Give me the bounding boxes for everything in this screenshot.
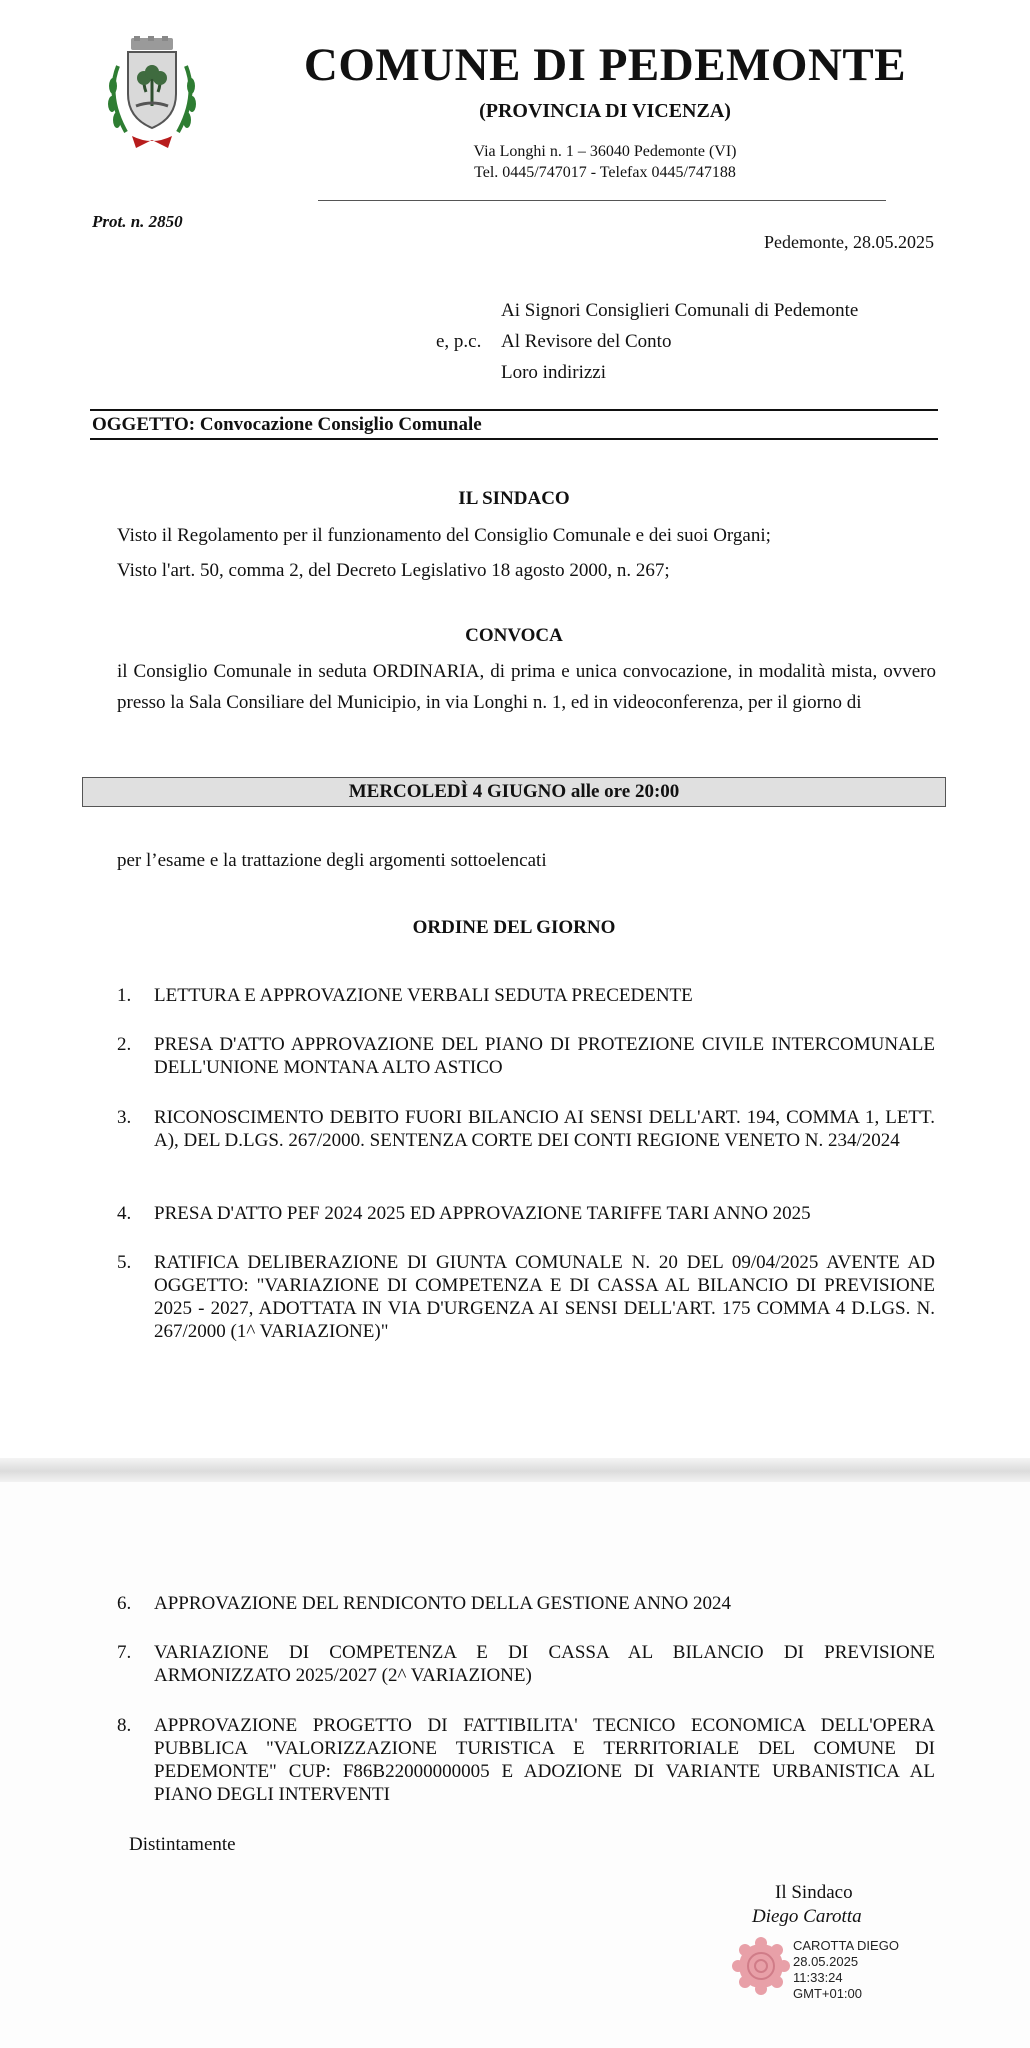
header-divider [318,200,886,201]
recipient-line: Al Revisore del Conto [501,331,672,352]
closing-salutation: Distintamente [129,1834,236,1855]
agenda-item [117,1202,935,1225]
meeting-date-box: MERCOLEDÌ 4 GIUGNO alle ore 20:00 [82,777,946,807]
signature-date: 28.05.2025 [793,1954,859,1969]
agenda-item-number: 2. [117,1034,132,1055]
agenda-item-text: APPROVAZIONE DEL RENDICONTO DELLA GESTIONE ANNO 2024 [154,1593,732,1614]
recipient-line: Loro indirizzi [501,362,606,383]
agenda-item [117,984,935,1007]
agenda-item [117,1592,935,1615]
page-break [0,1458,1030,1482]
coat-of-arms-icon [96,36,206,156]
agenda-item-text: LETTURA E APPROVAZIONE VERBALI SEDUTA PRECEDENTE [154,985,693,1006]
convoca-heading: CONVOCA [465,625,563,646]
agenda-item-number: 1. [117,985,132,1006]
agenda-item-text: RICONOSCIMENTO DEBITO FUORI BILANCIO AI SENSI DELL'ART. 194, COMMA 1, LETT. A), DEL D.LGS. 267/2000. SENTENZA CORTE DEI CONTI REGIONE VENETO N. 234/2024 [154,1107,935,1151]
signature-title: Il Sindaco [775,1882,853,1903]
signature-timezone: GMT+01:00 [793,1986,863,2001]
subject-rule-top [90,409,938,411]
signer-name: CAROTTA DIEGO [793,1938,899,1953]
municipality-title: COMUNE DI PEDEMONTE [303,39,907,91]
digital-seal-icon [731,1937,791,1995]
visto-line: Visto l'art. 50, comma 2, del Decreto Legislativo 18 agosto 2000, n. 267; [117,560,670,581]
agenda-item-text: PRESA D'ATTO APPROVAZIONE DEL PIANO DI PROTEZIONE CIVILE INTERCOMUNALE DELL'UNIONE MONTANA ALTO ASTICO [154,1034,935,1078]
agenda-item-number: 8. [117,1715,132,1736]
province-label: (PROVINCIA DI VICENZA) [479,100,731,122]
place-date: Pedemonte, 28.05.2025 [764,232,934,252]
sindaco-heading: IL SINDACO [458,488,570,509]
subject-rule-bottom [90,438,938,440]
subject-line: OGGETTO: Convocazione Consiglio Comunale [92,414,482,435]
agenda-item-number: 7. [117,1642,132,1663]
visto-line: Visto il Regolamento per il funzionamento del Consiglio Comunale e dei suoi Organi; [117,525,771,546]
agenda-item-number: 5. [117,1252,132,1273]
agenda-item-text: PRESA D'ATTO PEF 2024 2025 ED APPROVAZIONE TARIFFE TARI ANNO 2025 [154,1203,811,1224]
pc-label: e, p.c. [436,331,482,352]
agenda-item-text: APPROVAZIONE PROGETTO DI FATTIBILITA' TECNICO ECONOMICA DELL'OPERA PUBBLICA "VALORIZZAZIONE TURISTICA E TERRITORIALE DEL COMUNE DI PEDEMONTE" CUP: F86B22000000005 E ADOZIONE DI VARIANTE URBANISTICA AL PIANO DEGLI INTERVENTI [154,1715,935,1805]
phone-line: Tel. 0445/747017 - Telefax 0445/747188 [474,164,736,181]
signature-name: Diego Carotta [752,1906,862,1927]
agenda-item [117,1714,935,1806]
digital-signature-info [793,1938,899,2002]
agenda-item [117,1106,935,1152]
per-esame-line: per l’esame e la trattazione degli argomenti sottoelencati [117,850,547,871]
agenda-item-text: RATIFICA DELIBERAZIONE DI GIUNTA COMUNALE N. 20 DEL 09/04/2025 AVENTE AD OGGETTO: "VARIAZIONE DI COMPETENZA E DI CASSA AL BILANCIO DI PREVISIONE 2025 - 2027, ADOTTATA IN VIA D'URGENZA AI SENSI DELL'ART. 175 COMMA 4 D.LGS. N. 267/2000 (1^ VARIAZIONE)" [154,1252,935,1342]
agenda-item-number: 3. [117,1107,132,1128]
protocol-number: Prot. n. 2850 [92,212,183,231]
agenda-item-number: 4. [117,1203,132,1224]
recipient-line: Ai Signori Consiglieri Comunali di Pedemonte [501,300,859,321]
agenda-item [117,1033,935,1079]
agenda-item [117,1251,935,1343]
agenda-heading: ORDINE DEL GIORNO [412,917,616,938]
agenda-item [117,1641,935,1687]
signature-time: 11:33:24 [793,1970,843,1985]
address-line: Via Longhi n. 1 – 36040 Pedemonte (VI) [473,143,737,160]
agenda-item-number: 6. [117,1593,132,1614]
convoca-paragraph: il Consiglio Comunale in seduta ORDINARIA, di prima e unica convocazione, in modalità mista, ovvero presso la Sala Consiliare del Municipio, in via Longhi n. 1, ed in videoconferenza, per il giorno di [117,661,936,713]
agenda-item-text: VARIAZIONE DI COMPETENZA E DI CASSA AL BILANCIO DI PREVISIONE ARMONIZZATO 2025/2027 (2^ VARIAZIONE) [154,1642,935,1686]
